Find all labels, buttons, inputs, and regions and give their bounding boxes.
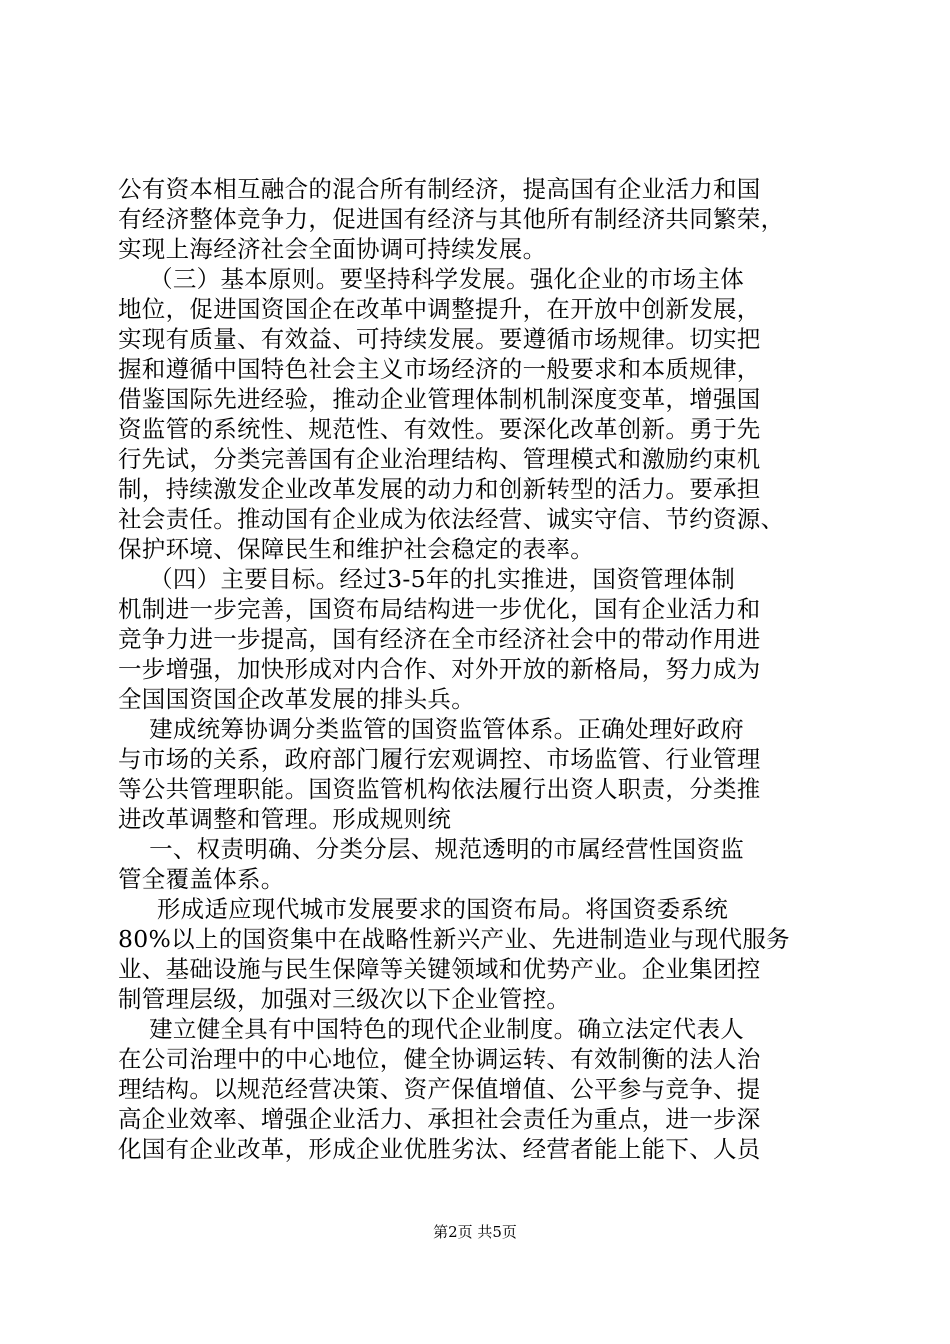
text-line: 等公共管理职能。国资监管机构依法履行出资人职责，分类推	[118, 775, 761, 803]
text-line: 制，持续激发企业改革发展的动力和创新转型的活力。要承担	[118, 475, 761, 503]
text-line: 管全覆盖体系。	[118, 865, 285, 893]
text-line: 形成适应现代城市发展要求的国资布局。将国资委系统	[118, 895, 729, 923]
text-line: 保护环境、保障民生和维护社会稳定的表率。	[118, 535, 594, 563]
text-line: 竞争力进一步提高，国有经济在全市经济社会中的带动作用进	[118, 625, 761, 653]
text-line: 一步增强，加快形成对内合作、对外开放的新格局，努力成为	[118, 655, 761, 683]
text-line: 高企业效率、增强企业活力、承担社会责任为重点，进一步深	[118, 1105, 761, 1133]
text-line: 与市场的关系，政府部门履行宏观调控、市场监管、行业管理	[118, 745, 761, 773]
text-line: 化国有企业改革，形成企业优胜劣汰、经营者能上能下、人员	[118, 1135, 761, 1163]
text-line: 业、基础设施与民生保障等关键领域和优势产业。企业集团控	[118, 955, 761, 983]
text-line: 80%以上的国资集中在战略性新兴产业、先进制造业与现代服务	[118, 925, 790, 953]
text-line: 制管理层级，加强对三级次以下企业管控。	[118, 985, 571, 1013]
text-line: 有经济整体竞争力，促进国有经济与其他所有制经济共同繁荣，	[118, 205, 785, 233]
text-line: 实现上海经济社会全面协调可持续发展。	[118, 235, 547, 263]
text-line: 公有资本相互融合的混合所有制经济，提高国有企业活力和国	[118, 175, 761, 203]
text-line: 在公司治理中的中心地位，健全协调运转、有效制衡的法人治	[118, 1045, 761, 1073]
text-line: 资监管的系统性、规范性、有效性。要深化改革创新。勇于先	[118, 415, 761, 443]
text-line: 进改革调整和管理。形成规则统	[118, 805, 452, 833]
text-line: 实现有质量、有效益、可持续发展。要遵循市场规律。切实把	[118, 325, 761, 353]
text-line: 理结构。以规范经营决策、资产保值增值、公平参与竞争、提	[118, 1075, 761, 1103]
text-line: 建成统筹协调分类监管的国资监管体系。正确处理好政府	[118, 715, 745, 743]
text-line: （三）基本原则。要坚持科学发展。强化企业的市场主体	[118, 265, 745, 293]
text-line: 机制进一步完善，国资布局结构进一步优化，国有企业活力和	[118, 595, 761, 623]
text-line: 地位，促进国资国企在改革中调整提升，在开放中创新发展，	[118, 295, 761, 323]
document-body	[118, 174, 838, 1164]
text-line: 建立健全具有中国特色的现代企业制度。确立法定代表人	[118, 1015, 745, 1043]
text-line: 全国国资国企改革发展的排头兵。	[118, 685, 475, 713]
text-line: 握和遵循中国特色社会主义市场经济的一般要求和本质规律，	[118, 355, 761, 383]
text-line: （四）主要目标。经过3-5年的扎实推进，国资管理体制	[118, 565, 736, 593]
text-line: 一、权责明确、分类分层、规范透明的市属经营性国资监	[118, 835, 745, 863]
text-line: 行先试，分类完善国有企业治理结构、管理模式和激励约束机	[118, 445, 761, 473]
page-number-footer: 第2页 共5页	[433, 1223, 517, 1241]
text-line: 借鉴国际先进经验，推动企业管理体制机制深度变革，增强国	[118, 385, 761, 413]
text-line: 社会责任。推动国有企业成为依法经营、诚实守信、节约资源、	[118, 505, 785, 533]
